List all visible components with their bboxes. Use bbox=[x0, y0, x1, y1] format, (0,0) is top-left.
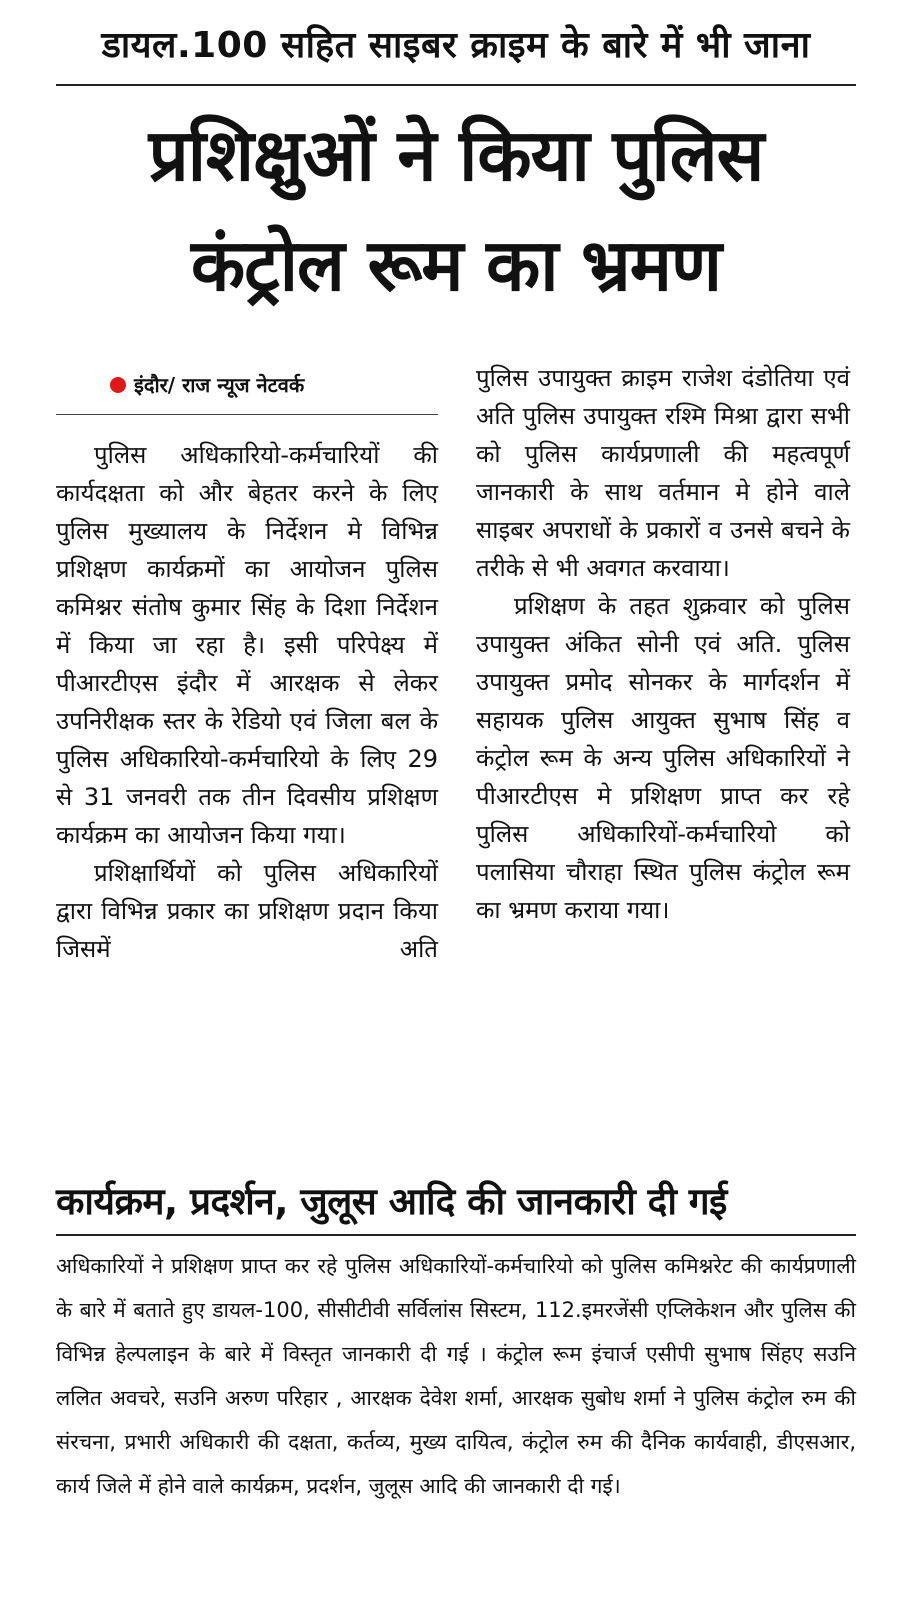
main-headline bbox=[64, 100, 848, 320]
kicker-headline: डायल.100 सहित साइबर क्राइम के बारे में भी जाना bbox=[101, 25, 811, 66]
headline-line-2: कंट्रोल रूम का भ्रमण bbox=[190, 223, 722, 307]
subheading-divider bbox=[56, 1234, 856, 1236]
byline-text: इंदौर/ राज न्यूज नेटवर्क bbox=[134, 373, 305, 397]
right-paragraph-1: पुलिस उपायुक्त क्राइम राजेश दंडोतिया एवं अति पुलिस उपायुक्त रश्मि मिश्रा द्वारा सभी को पुलिस कार्यप्रणाली की महत्वपूर्ण जानकारी के साथ वर्तमान मे होने वाले साइबर अपराधों के प्रकारों व उनसे बचने के तरीके से भी अवगत करवाया। bbox=[476, 364, 850, 582]
byline bbox=[110, 370, 440, 400]
left-paragraph-1: पुलिस अधिकारियो-कर्मचारियों की कार्यदक्षता को और बेहतर करने के लिए पुलिस मुख्यालय के निर्देशन मे विभिन्न प्रशिक्षण कार्यक्रमों का आयोजन पुलिस कमिश्नर संतोष कुमार सिंह के दिशा निर्देशन में किया जा रहा है। इसी परिपेक्ष्य में पीआरटीएस इंदौर में आरक्षक से लेकर उपनिरीक्षक स्तर के रेडियो एवं जिला बल के पुलिस अधिकारियो-कर्मचारियो के लिए 29 से 31 जनवरी तक तीन दिवसीय प्रशिक्षण कार्यक्रम का आयोजन किया गया। bbox=[56, 441, 438, 849]
right-paragraph-2: प्रशिक्षण के तहत शुक्रवार को पुलिस उपायुक्त अंकित सोनी एवं अति. पुलिस उपायुक्त प्रमोद सोनकर के मार्गदर्शन में सहायक पुलिस आयुक्त सुभाष सिंह व कंट्रोल रूम के अन्य पुलिस अधिकारियों ने पीआरटीएस मे प्रशिक्षण प्राप्त कर रहे पुलिस अधिकारियों-कर्मचारियो को पलासिया चौराहा स्थित पुलिस कंट्रोल रूम का भ्रमण कराया गया। bbox=[476, 592, 850, 924]
subheading: कार्यक्रम, प्रदर्शन, जुलूस आदि की जानकारी दी गई bbox=[56, 1180, 727, 1223]
summary-paragraph: अधिकारियों ने प्रशिक्षण प्राप्त कर रहे पुलिस अधिकारियों-कर्मचारियो को पुलिस कमिश्नरेट की कार्यप्रणाली के बारे में बताते हुए डायल-100, सीसीटीवी सर्विलांस सिस्टम, 112.इमरजेंसी एप्लिकेशन और पुलिस की विभिन्न हेल्पलाइन के बारे में विस्तृत जानकारी दी गई । कंट्रोल रूम इंचार्ज एसीपी सुभाष सिंहए सउनि ललित अवचरे, सउनि अरुण परिहार , आरक्षक देवेश शर्मा, आरक्षक सुबोध शर्मा ने पुलिस कंट्रोल रुम की संरचना, प्रभारी अधिकारी की दक्षता, कर्तव्य, मुख्य दायित्व, कंट्रोल रुम की दैनिक कार्यवाही, डीएसआर, कार्य जिले में होने वाले कार्यक्रम, प्रदर्शन, जुलूस आदि की जानकारी दी गई। bbox=[56, 1254, 856, 1498]
bullet-dot-icon bbox=[110, 377, 126, 393]
left-paragraph-2: प्रशिक्षार्थियों को पुलिस अधिकारियों द्वारा विभिन्न प्रकार का प्रशिक्षण प्रदान किया जिसमें अति bbox=[56, 859, 438, 963]
left-column bbox=[56, 436, 438, 968]
byline-divider bbox=[56, 414, 438, 415]
kicker-divider bbox=[56, 84, 856, 86]
right-column bbox=[476, 359, 850, 929]
headline-line-1: प्रशिक्षुओं ने किया पुलिस bbox=[148, 113, 764, 197]
